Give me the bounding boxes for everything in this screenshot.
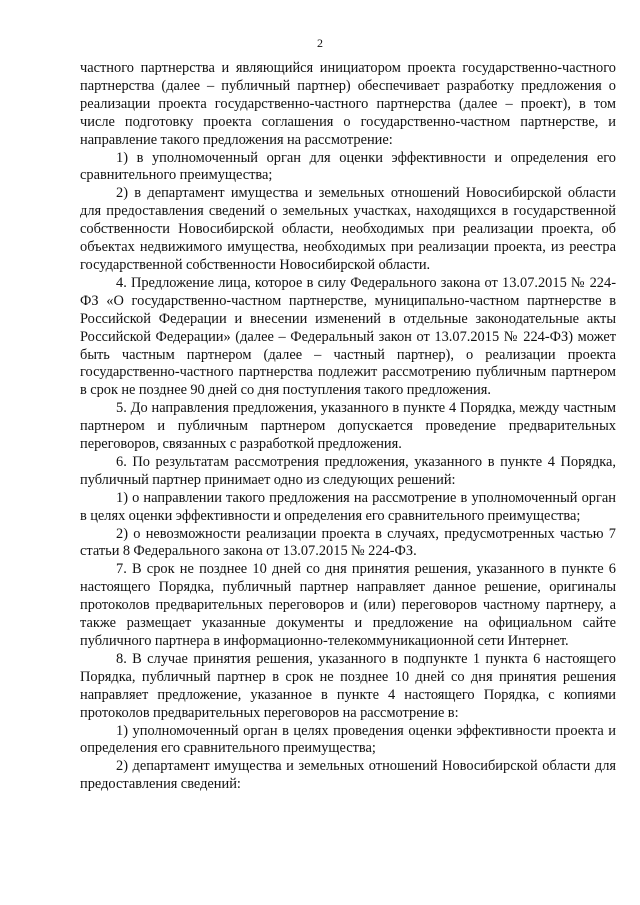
document-body [80, 60, 616, 794]
paragraph-subitem-2: 2) в департамент имущества и земельных отношений Новосибирской области для предоставления сведений о земельных участках, находящихся в государственной собственности Новосибирской области, необходимых при реализации проекта, об объектах недвижимого имущества, необходимых при реализации проекта, из реестра государственной собственности Новосибирской области. [80, 185, 616, 273]
paragraph-item-6-subitem-2: 2) о невозможности реализации проекта в случаях, предусмотренных частью 7 статьи 8 Федерального закона от 13.07.2015 № 224-ФЗ. [80, 525, 616, 560]
paragraph-item-8: 8. В случае принятия решения, указанного в подпункте 1 пункта 6 настоящего Порядка, публичный партнер в срок не позднее 10 дней со дня принятия решения направляет предложение, указанное в пункте 4 настоящего Порядка, с копиями протоколов предварительных переговоров на рассмотрение в: [80, 650, 616, 721]
paragraph-item-7: 7. В срок не позднее 10 дней со дня принятия решения, указанного в пункте 6 настоящего Порядка, публичный партнер направляет данное решение, оригиналы протоколов предварительных переговоров и (или) переговоров частному партнеру, а также размещает указанные документы и предложение на официальном сайте публичного партнера в информационно-телекоммуникационной сети Интернет. [80, 561, 616, 649]
paragraph-item-6-subitem-1: 1) о направлении такого предложения на рассмотрение в уполномоченный орган в целях оценки эффективности и определения его сравнительного преимущества; [80, 489, 616, 524]
paragraph-intro-continuation: частного партнерства и являющийся инициатором проекта государственно-частного партнерства (далее – публичный партнер) обеспечивает разработку предложения о реализации проекта государственно-частного партнерства (далее – проект), в том числе подготовку проекта соглашения о государственно-частном партнерстве, и направление такого предложения на рассмотрение: [80, 60, 616, 148]
paragraph-item-5: 5. До направления предложения, указанного в пункте 4 Порядка, между частным партнером и публичным партнером допускается проведение предварительных переговоров, связанных с разработкой предложения. [80, 400, 616, 453]
paragraph-item-8-subitem-2: 2) департамент имущества и земельных отношений Новосибирской области для предоставления сведений: [80, 758, 616, 793]
paragraph-subitem-1: 1) в уполномоченный орган для оценки эффективности и определения его сравнительного преимущества; [80, 149, 616, 184]
paragraph-item-6: 6. По результатам рассмотрения предложения, указанного в пункте 4 Порядка, публичный партнер принимает одно из следующих решений: [80, 453, 616, 488]
paragraph-item-8-subitem-1: 1) уполномоченный орган в целях проведения оценки эффективности проекта и определения его сравнительного преимущества; [80, 722, 616, 757]
paragraph-item-4: 4. Предложение лица, которое в силу Федерального закона от 13.07.2015 № 224-ФЗ «О государственно-частном партнерстве, муниципально-частном партнерстве в Российской Федерации и внесении изменений в отдельные законодательные акты Российской Федерации» (далее – Федеральный закон от 13.07.2015 № 224-ФЗ) может быть частным партнером (далее – частный партнер), о реализации проекта государственно-частного партнерства подлежит рассмотрению публичным партнером в срок не позднее 90 дней со дня поступления такого предложения. [80, 274, 616, 399]
page-number: 2 [317, 36, 323, 50]
